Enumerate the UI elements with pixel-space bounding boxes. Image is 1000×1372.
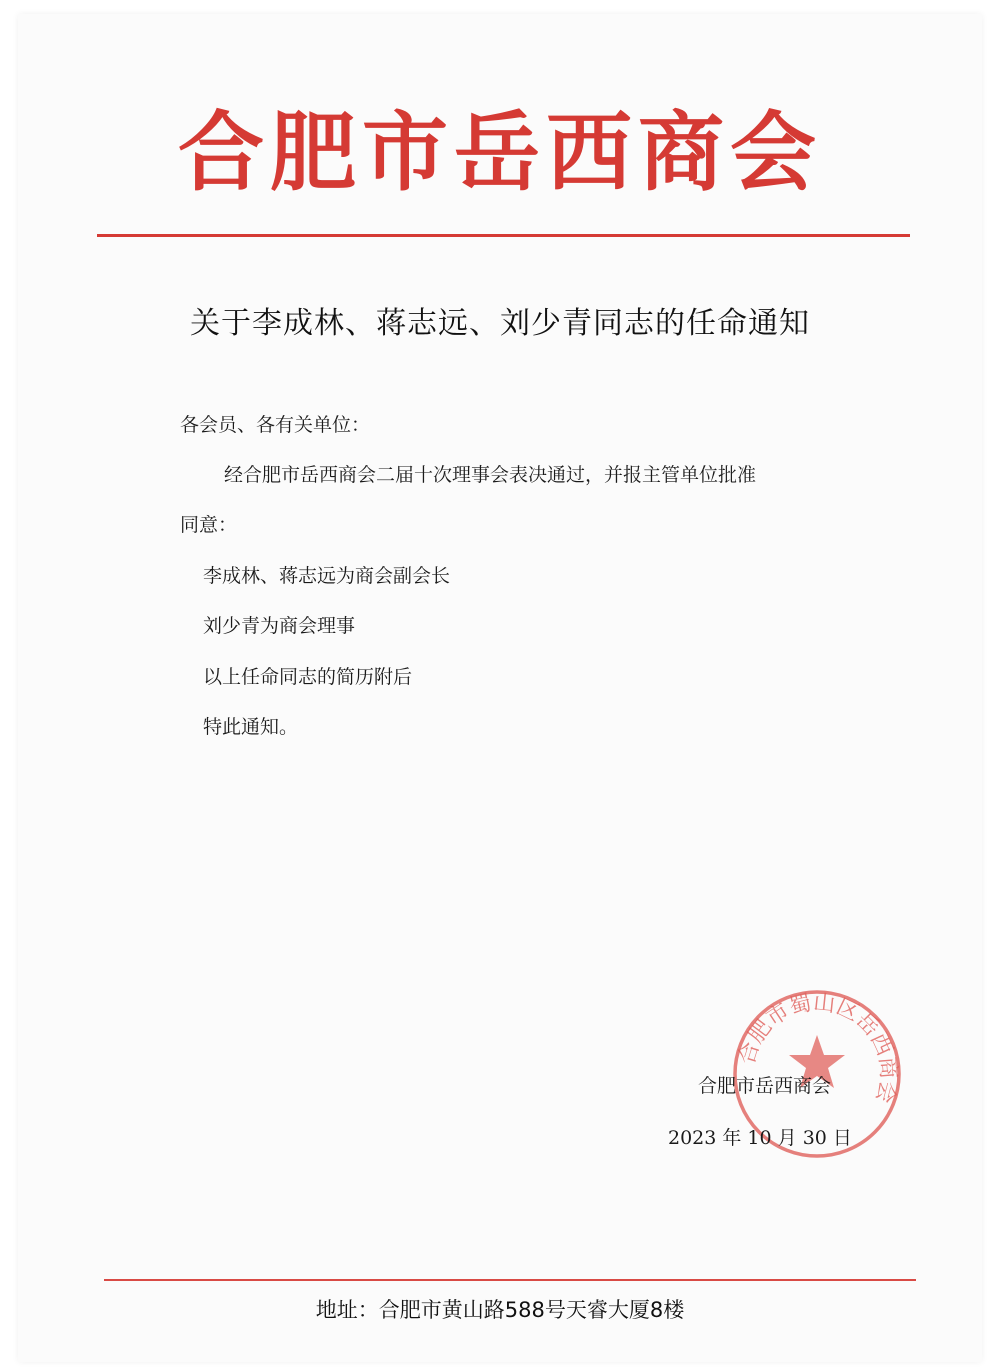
- salutation: 各会员、各有关单位：: [180, 414, 371, 436]
- signature-org: 合肥市岳西商会: [698, 1075, 832, 1097]
- appointment-item: 李成林、蒋志远为商会副会长: [203, 565, 451, 587]
- body-paragraph-line-1: 经合肥市岳西商会二届十次理事会表决通过，并报主管单位批准: [224, 464, 757, 486]
- appointment-item: 刘少青为商会理事: [203, 615, 356, 637]
- signature-date: 2023 年 10 月 30 日: [668, 1127, 852, 1149]
- footer-red-rule: [104, 1279, 916, 1281]
- footer-address: 地址：合肥市黄山路588号天睿大厦8楼: [315, 1298, 685, 1322]
- letterhead-org-name: 合肥市岳西商会: [178, 102, 822, 203]
- body-paragraph-line-2: 同意：: [180, 514, 238, 536]
- closing-line: 特此通知。: [203, 716, 299, 738]
- appointment-item: 以上任命同志的简历附后: [203, 666, 413, 688]
- document-title: 关于李成林、蒋志远、刘少青同志的任命通知: [190, 306, 810, 341]
- seal-text: 合肥市蜀山区岳西商会: [734, 990, 901, 1106]
- letterhead-red-rule: [97, 234, 910, 237]
